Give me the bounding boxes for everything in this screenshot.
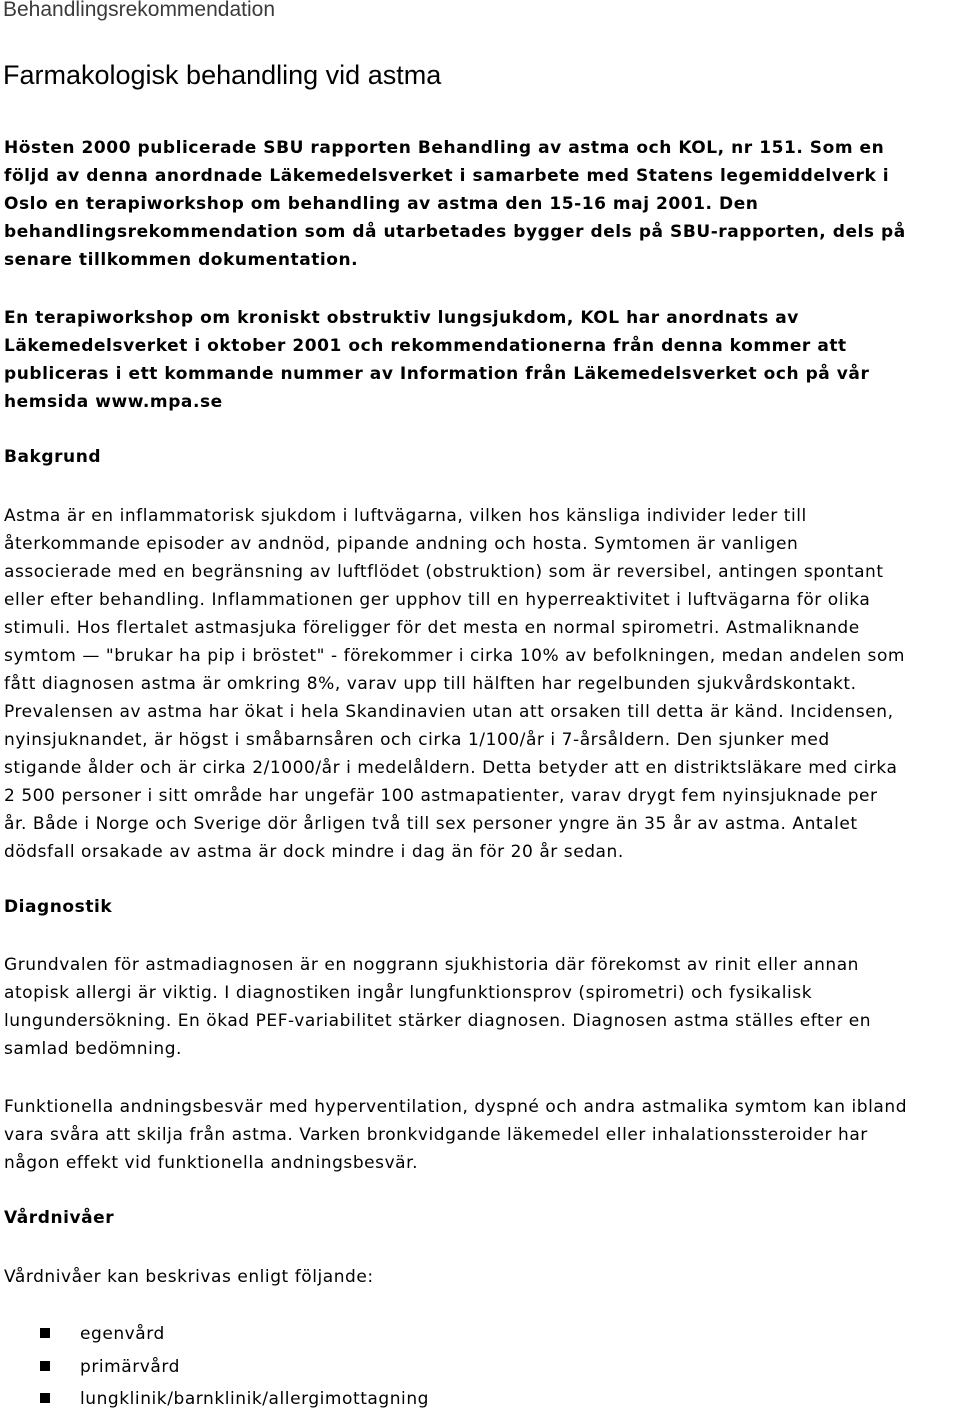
bullet-square-icon bbox=[40, 1393, 50, 1403]
intro2-paragraph bbox=[4, 304, 960, 416]
document-kicker: Behandlingsrekommendation bbox=[3, 0, 276, 21]
text-line: Vårdnivåer kan beskrivas enligt följande: bbox=[4, 1267, 374, 1287]
bullet-square-icon bbox=[40, 1328, 50, 1338]
text-line: Grundvalen för astmadiagnosen är en noggrann sjukhistoria där förekomst av rinit eller annan bbox=[4, 955, 860, 975]
text-line: följd av denna anordnade Läkemedelsverket i samarbete med Statens legemiddelverk i bbox=[4, 166, 890, 186]
vardnivaer-intro bbox=[4, 1263, 960, 1291]
text-line: Funktionella andningsbesvär med hyperventilation, dyspné och andra astmalika symtom kan ibland bbox=[4, 1097, 908, 1117]
list-item-label: primärvård bbox=[80, 1356, 180, 1377]
text-line: nyinsjuknandet, är högst i småbarnsåren och cirka 1/100/år i 7-årsåldern. Den sjunker med bbox=[4, 730, 830, 750]
text-line: behandlingsrekommendation som då utarbetades bygger dels på SBU-rapporten, dels på bbox=[4, 222, 906, 242]
list-item bbox=[40, 1318, 429, 1351]
text-line: dödsfall orsakade av astma är dock mindre i dag än för 20 år sedan. bbox=[4, 842, 624, 862]
list-item-label: egenvård bbox=[80, 1324, 165, 1344]
text-line: lungundersökning. En ökad PEF-variabilitet stärker diagnosen. Diagnosen astma ställes efter en bbox=[4, 1011, 872, 1031]
text-line: samlad bedömning. bbox=[4, 1039, 182, 1059]
text-line: senare tillkommen dokumentation. bbox=[4, 250, 359, 270]
text-line: någon effekt vid funktionella andningsbesvär. bbox=[4, 1153, 419, 1173]
text-line: vara svåra att skilja från astma. Varken bronkvidgande läkemedel eller inhalationssteroider har bbox=[4, 1125, 868, 1145]
text-line: associerade med en begränsning av luftflödet (obstruktion) som är reversibel, antingen spontant bbox=[4, 562, 884, 582]
text-line: En terapiworkshop om kroniskt obstruktiv lungsjukdom, KOL har anordnats av bbox=[4, 308, 799, 328]
text-line: atopisk allergi är viktig. I diagnostiken ingår lungfunktionsprov (spirometri) och fysikalisk bbox=[4, 983, 813, 1003]
heading-bakgrund: Bakgrund bbox=[4, 447, 102, 467]
diagnostik-paragraph-1 bbox=[4, 951, 960, 1063]
text-line: stimuli. Hos flertalet astmasjuka föreligger för det mesta en normal spirometri. Astmaliknande bbox=[4, 618, 860, 638]
text-line: publiceras i ett kommande nummer av Information från Läkemedelsverket och på vår bbox=[4, 364, 870, 384]
text-line: Prevalensen av astma har ökat i hela Skandinavien utan att orsaken till detta är känd. Incidensen, bbox=[4, 702, 894, 722]
list-item bbox=[40, 1351, 429, 1384]
text-line: återkommande episoder av andnöd, pipande andning och hosta. Symtomen är vanligen bbox=[4, 534, 799, 554]
text-line: hemsida www.mpa.se bbox=[4, 392, 223, 412]
diagnostik-paragraph-2 bbox=[4, 1093, 960, 1177]
text-line: symtom — "brukar ha pip i bröstet" - förekommer i cirka 10% av befolkningen, medan andelen som bbox=[4, 646, 906, 666]
list-item bbox=[40, 1383, 429, 1416]
text-line: eller efter behandling. Inflammationen ger upphov till en hyperreaktivitet i luftvägarna för olika bbox=[4, 590, 871, 610]
vardnivaer-list bbox=[40, 1318, 429, 1416]
bullet-square-icon bbox=[40, 1361, 50, 1371]
list-item-label: lungklinik/barnklinik/allergimottagning bbox=[80, 1389, 429, 1409]
text-line: 2 500 personer i sitt område har ungefär 100 astmapatienter, varav drygt fem nyinsjuknade per bbox=[4, 786, 878, 806]
text-line: fått diagnosen astma är omkring 8%, varav upp till hälften har regelbunden sjukvårdskontakt. bbox=[4, 674, 857, 694]
intro-paragraph bbox=[4, 134, 960, 274]
text-line: år. Både i Norge och Sverige dör årligen två till sex personer yngre än 35 år av astma. Antalet bbox=[4, 814, 858, 834]
text-line: Oslo en terapiworkshop om behandling av astma den 15-16 maj 2001. Den bbox=[4, 194, 759, 214]
page-title: Farmakologisk behandling vid astma bbox=[3, 60, 442, 90]
text-line: Astma är en inflammatorisk sjukdom i luftvägarna, vilken hos känsliga individer leder till bbox=[4, 506, 807, 526]
heading-vardnivaer: Vårdnivåer bbox=[4, 1208, 115, 1228]
bakgrund-paragraph bbox=[4, 502, 960, 866]
text-line: Läkemedelsverket i oktober 2001 och rekommendationerna från denna kommer att bbox=[4, 336, 847, 356]
heading-diagnostik: Diagnostik bbox=[4, 897, 113, 917]
text-line: stigande ålder och är cirka 2/1000/år i medelåldern. Detta betyder att en distriktsläkare med cirka bbox=[4, 758, 898, 778]
text-line: Hösten 2000 publicerade SBU rapporten Behandling av astma och KOL, nr 151. Som en bbox=[4, 138, 885, 158]
